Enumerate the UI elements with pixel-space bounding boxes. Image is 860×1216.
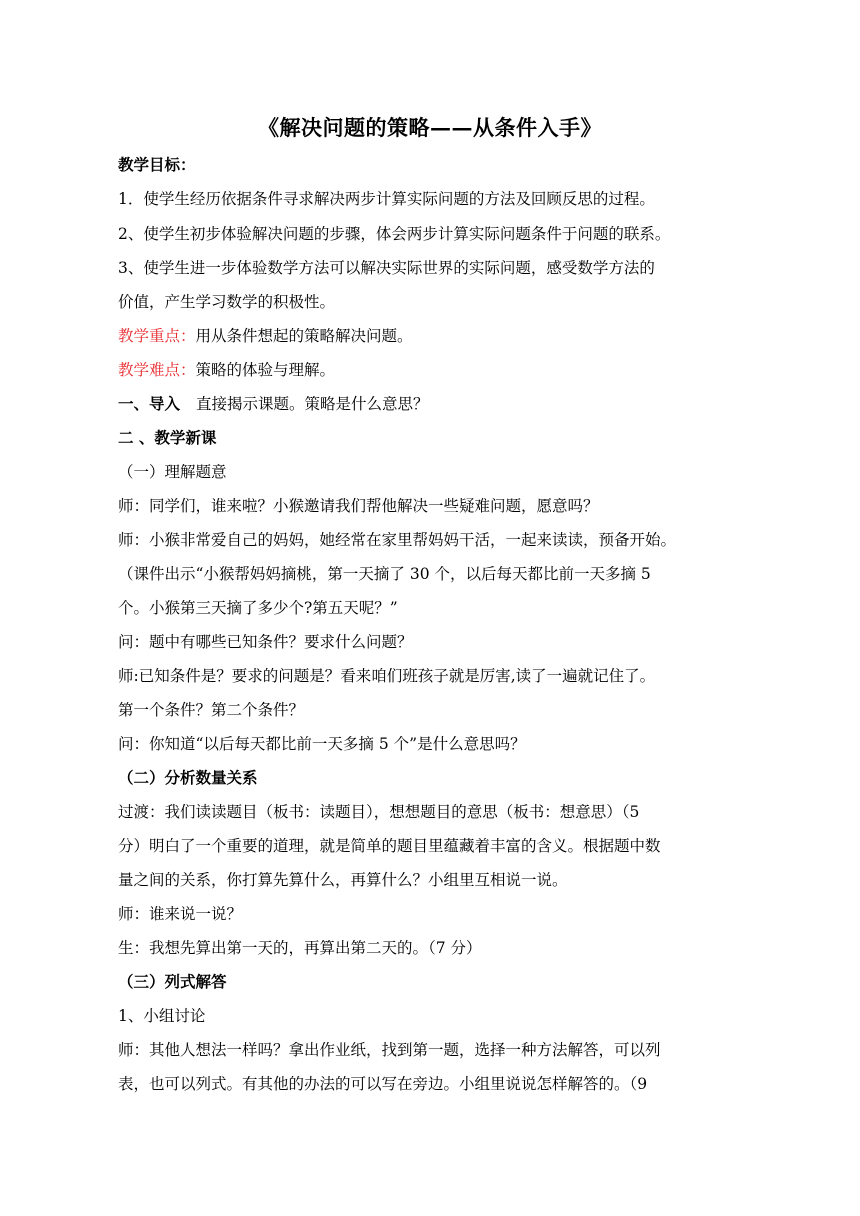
section-2-heading: 二 、教学新课	[118, 428, 217, 447]
paragraph-7-line-1: 过渡：我们读读题目（板书：读题目），想想题目的意思（板书：想意思）（5	[118, 803, 640, 821]
difficulty	[118, 360, 738, 380]
paragraph-6: 问：你知道“以后每天都比前一天多摘 5 个”是什么意思吗？	[118, 735, 526, 753]
part-3-heading: （三）列式解答	[118, 972, 227, 991]
difficulty-text: 策略的体验与理解。	[195, 361, 336, 379]
key-point-label: 教学重点：	[118, 327, 196, 345]
difficulty-label: 教学难点：	[118, 361, 196, 379]
section-1-heading: 一、导入	[118, 394, 181, 413]
part-2-heading: （二）分析数量关系	[118, 768, 258, 787]
paragraph-10: 1、小组讨论	[118, 1007, 206, 1025]
paragraph-1: 师：同学们，谁来啦？小猴邀请我们帮他解决一些疑难问题，愿意吗？	[118, 497, 599, 515]
document-title: 《解决问题的策略——从条件入手》	[258, 115, 602, 140]
paragraph-5-line-2: 第一个条件？第二个条件？	[118, 701, 305, 719]
part-1-heading: （一）理解题意	[118, 463, 227, 481]
paragraph-3-line-2: 个。小猴第三天摘了多少个?第五天呢？”	[118, 599, 398, 617]
objectives-heading: 教学目标：	[118, 155, 196, 174]
paragraph-7-line-3: 量之间的关系，你打算先算什么，再算什么？小组里互相说一说。	[118, 871, 568, 889]
paragraph-9: 生：我想先算出第一天的，再算出第二天的。（7 分）	[118, 939, 482, 957]
paragraph-4: 问：题中有哪些已知条件？要求什么问题？	[118, 633, 413, 651]
paragraph-2: 师：小猴非常爱自己的妈妈，她经常在家里帮妈妈干活，一起来读读，预备开始。	[118, 531, 677, 549]
objective-3-line-1: 3、使学生进一步体验数学方法可以解决实际世界的实际问题，感受数学方法的	[118, 259, 655, 277]
key-point	[118, 326, 738, 346]
objective-3-line-2: 价值，产生学习数学的积极性。	[118, 293, 336, 311]
section-1	[118, 394, 738, 414]
paragraph-5-line-1: 师:已知条件是？要求的问题是？看来咱们班孩子就是厉害,读了一遍就记住了。	[118, 667, 656, 685]
paragraph-11-line-1: 师：其他人想法一样吗？拿出作业纸，找到第一题，选择一种方法解答，可以列	[118, 1041, 661, 1059]
paragraph-8: 师：谁来说一说？	[118, 905, 243, 923]
objective-2: 2、使学生初步体验解决问题的步骤，体会两步计算实际问题条件于问题的联系。	[118, 225, 671, 243]
paragraph-11-line-2: 表，也可以列式。有其他的办法的可以写在旁边。小组里说说怎样解答的。（9	[118, 1075, 648, 1093]
paragraph-3-line-1: （课件出示“小猴帮妈妈摘桃，第一天摘了 30 个，以后每天都比前一天多摘 5	[118, 565, 651, 583]
objective-1: 1．使学生经历依据条件寻求解决两步计算实际问题的方法及回顾反思的过程。	[118, 190, 655, 208]
key-point-text: 用从条件想起的策略解决问题。	[195, 327, 413, 345]
section-1-text: 直接揭示课题。策略是什么意思？	[196, 395, 429, 413]
paragraph-7-line-2: 分）明白了一个重要的道理，就是简单的题目里蕴藏着丰富的含义。根据题中数	[118, 837, 661, 855]
